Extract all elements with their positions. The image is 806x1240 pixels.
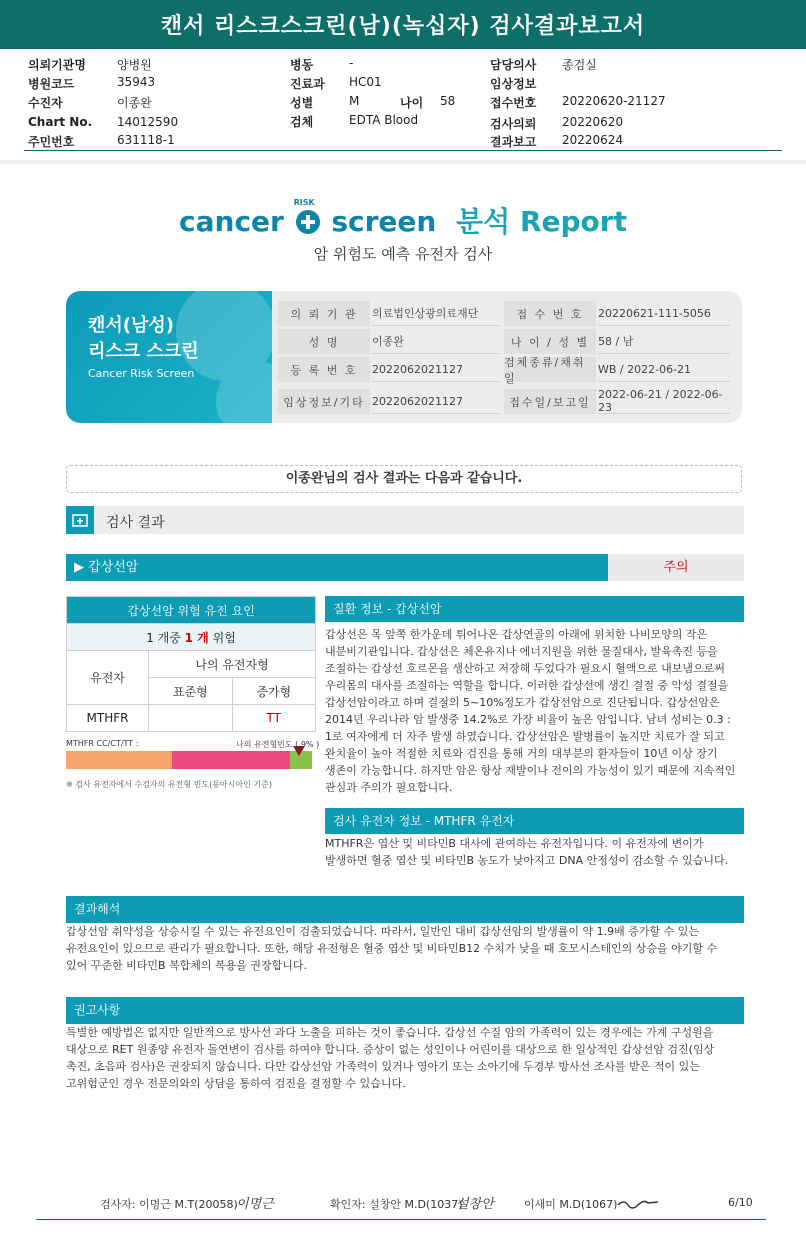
header-label: 접수번호 bbox=[490, 96, 537, 110]
text-line: 고위험군인 경우 전문의와의 상담을 통하여 검진을 결정할 수 있습니다. bbox=[66, 1077, 406, 1090]
cancer-status: 주의 bbox=[608, 554, 744, 581]
info-label: 등 록 번 호 bbox=[278, 357, 370, 382]
header-label: 검체 bbox=[290, 115, 314, 129]
header-label: 담당의사 bbox=[490, 58, 537, 72]
info-value: 2022062021127 bbox=[372, 357, 500, 382]
gene-table-head: 갑상선암 위험 유전 요인 bbox=[67, 597, 316, 624]
cancer-screen-logo bbox=[0, 200, 806, 240]
text-line: 발생하면 혈중 엽산 및 비타민B 농도가 낮아지고 DNA 안정성이 감소할 수 있습니다. bbox=[325, 854, 729, 867]
age-value: 58 bbox=[440, 94, 456, 108]
confirmer-2: 이새미 M.D(1067) bbox=[524, 1198, 618, 1211]
interpretation-header: 결과해석 bbox=[66, 896, 744, 923]
header-label: 결과보고 bbox=[490, 135, 537, 149]
text-line: 갑상선암이라고 하며 결절의 5~10%정도가 갑상선암으로 진단됩니다. 갑상선암은 bbox=[325, 696, 720, 709]
info-label: 접수일/보고일 bbox=[504, 389, 596, 414]
text-line: 내분비기관입니다. 갑상선은 체온유지나 에너지원을 위한 물질대사, 발육촉진 등을 bbox=[325, 645, 718, 658]
card-subtitle: Cancer Risk Screen bbox=[88, 367, 195, 380]
confirmer-signature: 설창안 bbox=[456, 1197, 494, 1212]
increased-header: 증가형 bbox=[232, 678, 316, 705]
info-label: 검체종류/채취일 bbox=[504, 357, 596, 382]
patient-card bbox=[66, 291, 742, 423]
header-value: 631118-1 bbox=[117, 133, 175, 147]
info-value: 2022062021127 bbox=[372, 389, 500, 414]
text-line: 2014년 우리나라 암 발생중 14.2%로 가장 비율이 높은 암입니다. 남녀 성비는 0.3 : bbox=[325, 713, 731, 726]
gene-col-header: 유전자 bbox=[67, 651, 149, 705]
my-genotype-header: 나의 유전자형 bbox=[149, 651, 316, 678]
confirmer: 확인자: 설창안 M.D(1037) bbox=[330, 1198, 463, 1211]
logo-screen: screen bbox=[331, 205, 437, 238]
logo-cancer: cancer bbox=[179, 205, 284, 238]
logo-risk: RISK bbox=[293, 198, 315, 207]
text-line: 생존이 가능합니다. 하지만 암은 항상 재발이나 전이의 가능성이 있기 때문에 지속적인 bbox=[325, 764, 736, 777]
examiner-signature: 이명근 bbox=[236, 1197, 274, 1212]
freq-note: ※ 검사 유전자에서 수검자의 유전형 빈도(동아시아인 기준) bbox=[66, 780, 272, 789]
info-value: WB / 2022-06-21 bbox=[598, 357, 730, 382]
marker-triangle-icon bbox=[293, 746, 305, 756]
recommendation-text bbox=[66, 1024, 744, 1092]
header-value: HC01 bbox=[349, 75, 382, 89]
info-value: 의료법인상광의료재단 bbox=[372, 301, 500, 326]
logo-report: 분석 Report bbox=[456, 205, 627, 238]
text-line: 관심과 주의가 필요합니다. bbox=[325, 781, 453, 794]
header-label: Chart No. bbox=[28, 115, 93, 129]
header-label: 주민번호 bbox=[28, 135, 75, 149]
text-line: 우리몸의 대사를 조절하는 역할을 합니다. 이러한 갑상선에 생긴 결절 중 악성 결절을 bbox=[325, 679, 729, 692]
text-line: 갑상선암 취약성을 상승시킬 수 있는 유전요인이 검출되었습니다. 따라서, 일반인 대비 갑상선암의 발생률이 약 1.9배 증가할 수 있는 bbox=[66, 925, 699, 938]
result-notice: 이종완님의 검사 결과는 다음과 같습니다. bbox=[66, 465, 742, 493]
freq-left-label: MTHFR CC/CT/TT : bbox=[66, 739, 139, 748]
header-value: 양병원 bbox=[117, 58, 152, 72]
genotype-frequency-bar bbox=[66, 751, 312, 769]
info-value: 이종완 bbox=[372, 329, 500, 354]
text-line: 특별한 예방법은 없지만 일반적으로 방사선 과다 노출을 피하는 것이 좋습니다. 갑상선 수질 암의 가족력이 있는 경우에는 가계 구성원을 bbox=[66, 1026, 714, 1039]
header-label: 병원코드 bbox=[28, 77, 75, 91]
text-line: 갑상선은 목 앞쪽 한가운데 튀어나온 갑상연골의 아래에 위치한 나비모양의 작은 bbox=[325, 628, 708, 641]
gene-name: MTHFR bbox=[67, 705, 149, 732]
header-value: 20220620-21127 bbox=[562, 94, 666, 108]
header-value: M bbox=[349, 94, 360, 108]
text-line: 완치율이 높아 적절한 치료와 검진을 통해 거의 대부분의 환자들이 10년 이상 장기 bbox=[325, 747, 718, 760]
gene-info-text bbox=[325, 835, 744, 869]
info-label: 의 뢰 기 관 bbox=[278, 301, 370, 326]
header-label: 수진자 bbox=[28, 96, 63, 110]
footer-line bbox=[36, 1219, 766, 1220]
gene-risk-table bbox=[66, 596, 316, 732]
count-suffix: 위험 bbox=[212, 630, 236, 645]
disease-info-header: 질환 정보 - 갑상선암 bbox=[325, 596, 744, 622]
logo-plus-icon bbox=[293, 198, 320, 234]
header-value: 20220620 bbox=[562, 115, 624, 129]
text-line: MTHFR은 엽산 및 비타민B 대사에 관여하는 유전자입니다. 이 유전자에 변이가 bbox=[325, 837, 704, 850]
increased-value: TT bbox=[232, 705, 316, 732]
examiner: 검사자: 이명근 M.T(20058) bbox=[100, 1198, 238, 1211]
section-separator bbox=[0, 160, 806, 164]
report-subtitle: 암 위험도 예측 유전자 검사 bbox=[313, 245, 493, 263]
text-line: 1로 여자에게 더 자주 발생 하였습니다. 갑상선암은 발병률이 높지만 치료가 잘 되고 bbox=[325, 730, 725, 743]
standard-header: 표준형 bbox=[149, 678, 233, 705]
card-title-2: 리스크 스크린 bbox=[88, 341, 199, 362]
folder-plus-icon bbox=[66, 506, 94, 534]
info-label: 임상정보/기타 bbox=[278, 389, 370, 414]
header-value: 35943 bbox=[117, 75, 156, 89]
header-label: 진료과 bbox=[290, 77, 325, 91]
confirmer-2-signature bbox=[616, 1197, 660, 1211]
text-line: 촉진, 초음파 검사)은 권장되지 않습니다. 다만 갑상선암 가족력이 있거나 영아기 또는 소아기에 두경부 방사선 조사를 받은 적이 있는 bbox=[66, 1060, 700, 1073]
text-line: 조절하는 갑상선 호르몬을 생산하고 저장해 두었다가 필요시 혈액으로 내보냄으로써 bbox=[325, 662, 725, 675]
recommendation-header: 권고사항 bbox=[66, 997, 744, 1024]
cancer-type-bar: ▶ 갑상선암 bbox=[66, 554, 608, 581]
gene-count bbox=[67, 624, 316, 651]
header-value: 20220624 bbox=[562, 133, 624, 147]
info-value: 20220621-111-5056 bbox=[598, 301, 730, 326]
count-value: 1 개 bbox=[184, 630, 209, 645]
count-prefix: 1 개중 bbox=[146, 630, 181, 645]
header-label: 병동 bbox=[290, 58, 314, 72]
info-value: 2022-06-21 / 2022-06-23 bbox=[598, 389, 730, 414]
gene-info-header: 검사 유전자 정보 - MTHFR 유전자 bbox=[325, 808, 744, 834]
freq-right-label: 나의 유전형빈도 ( 9% ) bbox=[236, 740, 320, 749]
section-header bbox=[66, 506, 744, 534]
interpretation-text bbox=[66, 923, 744, 974]
header-label: 성별 bbox=[290, 96, 314, 110]
text-line: 대상으로 RET 원종양 유전자 돌연변이 검사를 하여야 합니다. 증상이 없는 성인이나 어린이를 대상으로 한 일상적인 갑상선암 검진(임상 bbox=[66, 1043, 715, 1056]
page-number: 6/10 bbox=[728, 1196, 753, 1209]
age-label: 나이 bbox=[400, 96, 424, 110]
freq-segment bbox=[66, 751, 172, 769]
card-title-1: 캔서(남성) bbox=[88, 315, 175, 336]
section-title: 검사 결과 bbox=[106, 515, 165, 531]
info-label: 접 수 번 호 bbox=[504, 301, 596, 326]
header-label: 의뢰기관명 bbox=[28, 58, 86, 72]
freq-segment bbox=[172, 751, 290, 769]
header-value: 종검실 bbox=[562, 58, 597, 72]
info-label: 나 이 / 성 별 bbox=[504, 329, 596, 354]
text-line: 있어 꾸준한 비타민B 복합체의 복용을 권장합니다. bbox=[66, 959, 308, 972]
info-value: 58 / 남 bbox=[598, 329, 730, 354]
header-divider bbox=[24, 150, 782, 151]
header-label: 검사의뢰 bbox=[490, 117, 537, 131]
standard-value bbox=[149, 705, 233, 732]
card-banner bbox=[66, 291, 272, 423]
header-value: 14012590 bbox=[117, 115, 179, 129]
report-title: 캔서 리스크스크린(남)(녹십자) 검사결과보고서 bbox=[0, 0, 806, 49]
header-label: 임상정보 bbox=[490, 77, 537, 91]
info-label: 성 명 bbox=[278, 329, 370, 354]
text-line: 유전요인이 있으므로 관리가 필요합니다. 또한, 해당 유전형은 혈중 엽산 및 비타민B12 수치가 낮을 때 호모시스테인의 상승을 야기할 수 bbox=[66, 942, 718, 955]
header-value: - bbox=[349, 56, 354, 70]
disease-info-text bbox=[325, 626, 744, 796]
header-value: EDTA Blood bbox=[349, 113, 419, 127]
header-value: 이종완 bbox=[117, 96, 152, 110]
